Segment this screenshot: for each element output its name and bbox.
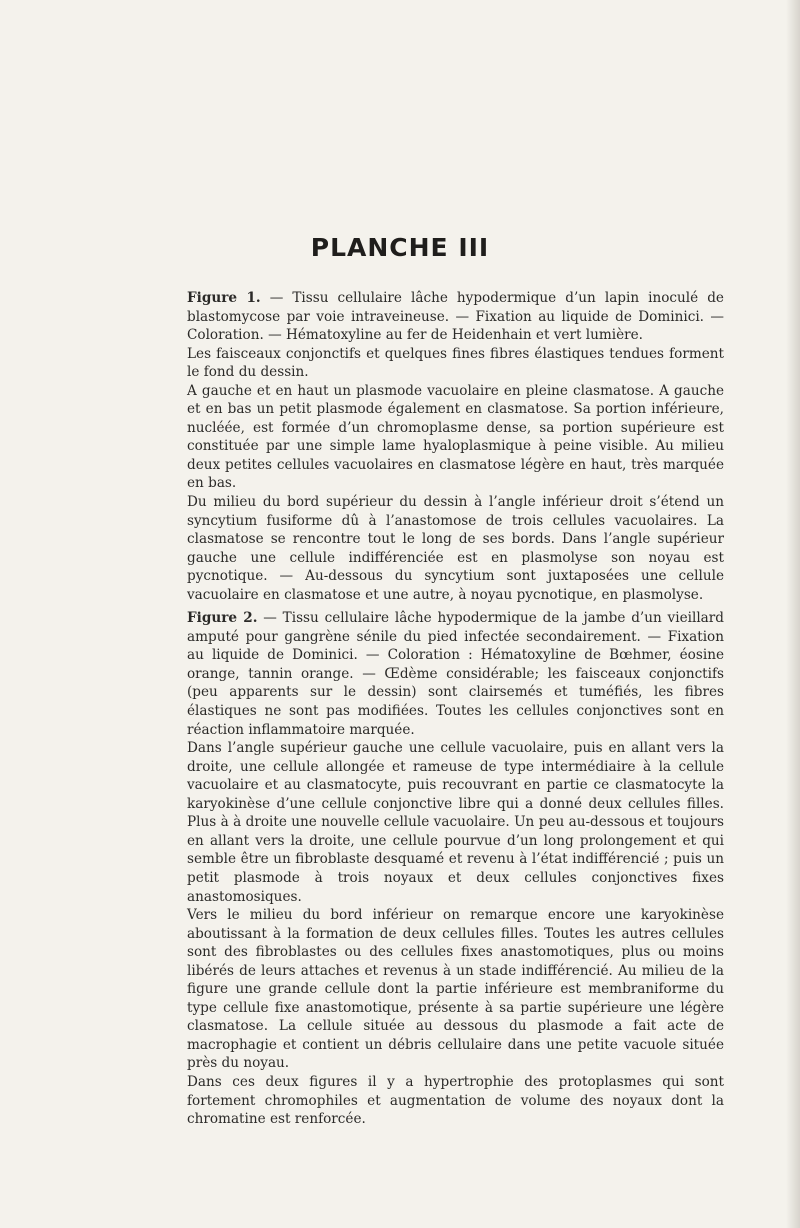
figure-2-label: Figure 2. — [187, 610, 258, 627]
figure-2-paragraph-1: — Tissu cellulaire lâche hypodermique de la jambe d’un vieillard amputé pour gangrène sénile du pied infectée secondairement. — Fixation au liquide de Dominici. — Coloration : Hématoxyline de Bœhmer, éosine orange, tannin orange. — Œdème considérable; les faisceaux conjonctifs (peu apparents sur le dessin) sont clairsemés et tuméfiés, les fibres élastiques ne sont pas modifiées. Toutes les cellules conjonctives sont en réaction inflammatoire marquée. — [187, 610, 724, 738]
plate-caption — [187, 289, 724, 1129]
figure-2-paragraph-2: Dans l’angle supérieur gauche une cellule vacuolaire, puis en allant vers la droite, une cellule allongée et rameuse de type intermédiaire à la cellule vacuolaire et au clasmatocyte, puis recouvrant en partie ce clasmatocyte la karyokinèse d’une cellule conjonctive libre qui a donné deux cellules filles. Plus à à droite une nouvelle cellule vacuolaire. Un peu au-dessous et toujours en allant vers la droite, une cellule pourvue d’un long prolongement et qui semble être un fibroblaste desquamé et revenu à l’état indifférencié ; puis un petit plasmode à trois noyaux et deux cellules conjonctives fixes anastomosiques. — [187, 740, 724, 905]
figure-1-paragraph-4: Du milieu du bord supérieur du dessin à l’angle inférieur droit s’étend un syncytium fusiforme dû à l’anastomose de trois cellules vacuolaires. La clasmatose se rencontre tout le long de ses bords. Dans l’angle supérieur gauche une cellule indifférenciée est en plasmolyse son noyau est pycnotique. — Au-dessous du syncytium sont juxtaposées une cellule vacuolaire en clasmatose et une autre, à noyau pycnotique, en plasmolyse. — [187, 494, 724, 603]
figure-1-paragraph-3: A gauche et en haut un plasmode vacuolaire en pleine clasmatose. A gauche et en bas un petit plasmode également en clasmatose. Sa portion inférieure, nucléée, est formée d’un chromoplasme dense, sa portion supérieure est constituée par une simple lame hyaloplasmique à peine visible. Au milieu deux petites cellules vacuolaires en clasmatose légère en haut, très marquée en bas. — [187, 382, 724, 492]
figure-2-paragraph-4: Dans ces deux figures il y a hypertrophie des protoplasmes qui sont fortement chromophiles et augmentation de volume des noyaux dont la chromatine est renforcée. — [187, 1073, 724, 1128]
figure-2-intro — [187, 609, 724, 739]
figure-2-paragraph-3: Vers le milieu du bord inférieur on remarque encore une karyokinèse aboutissant à la formation de deux cellules filles. Toutes les autres cellules sont des fibroblastes ou des cellules fixes anastomotiques, plus ou moins libérés de leurs attaches et revenus à un stade indifférencié. Au milieu de la figure une grande cellule dont la partie inférieure est membraniforme du type cellule fixe anastomotique, présente à sa partie supérieure une légère clasmatose. La cellule située au dessous du plasmode a fait acte de macrophagie et contient un débris cellulaire dans une petite vacuole située près du noyau. — [187, 907, 724, 1072]
figure-1-paragraph-2: Les faisceaux conjonctifs et quelques fines fibres élastiques tendues forment le fond du dessin. — [187, 345, 724, 381]
page-edge-shadow — [786, 0, 800, 1228]
figure-1-intro — [187, 289, 724, 345]
figure-1-paragraph-1: — Tissu cellulaire lâche hypodermique d’un lapin inoculé de blastomycose par voie intraveineuse. — Fixation au liquide de Dominici. — Coloration. — Hématoxyline au fer de Heidenhain et vert lumière. — [187, 290, 724, 344]
figure-1-label: Figure 1. — [187, 290, 261, 306]
page-title: PLANCHE III — [310, 233, 490, 262]
